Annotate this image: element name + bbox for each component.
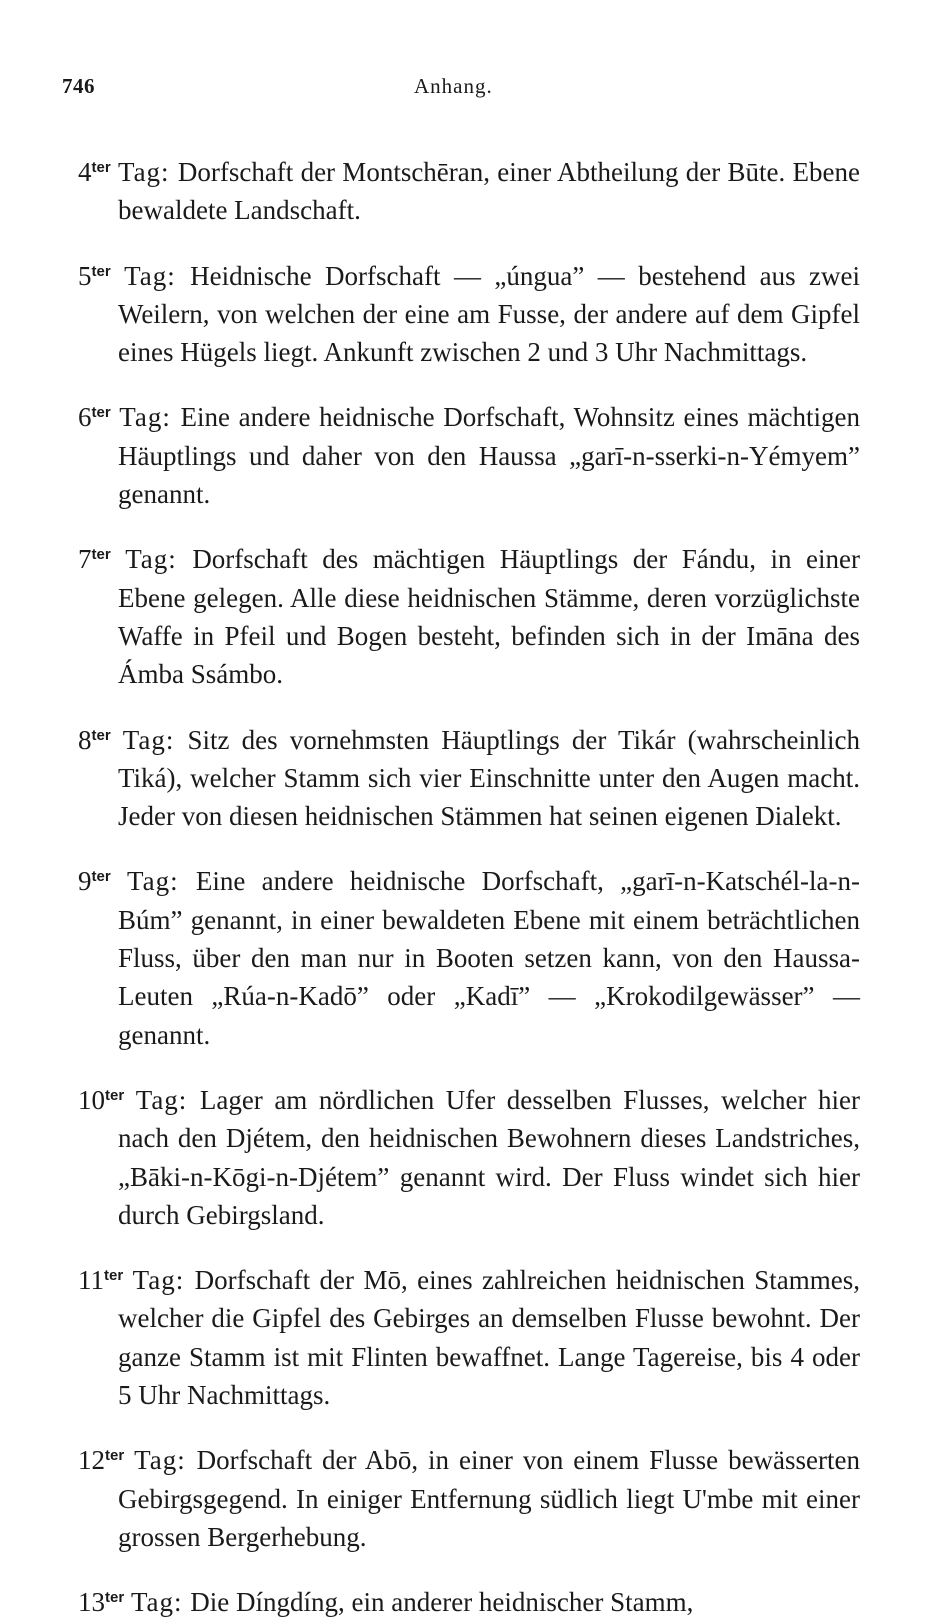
day-label: Tag: (124, 260, 191, 291)
day-label: Tag: (117, 157, 178, 187)
day-label: Tag: (125, 544, 193, 575)
ordinal-suffix: ter (91, 262, 111, 280)
day-number: $7^{ter}$ (78, 544, 111, 575)
day-number: $13^{ter}$ (78, 1587, 125, 1618)
day-label: Tag: (122, 724, 188, 755)
day-entry (78, 153, 861, 230)
day-label: Tag: (130, 1587, 191, 1618)
ordinal-suffix: ter (105, 1447, 125, 1465)
day-label: Tag: (134, 1445, 197, 1476)
running-head: Anhang. (414, 74, 493, 98)
ordinal-suffix: ter (91, 404, 111, 422)
day-description: Eine andere heidnische Dorfschaft, „garī-n-Katschél-la-n-Búm” genannt, in einer bewaldeten Ebene mit einem beträchtlichen Fluss, über den man nur in Booten setzen kann, von den Haussa-Leuten „Rúa-n-Kadō” oder „Kadī” — „Krokodilgewässer” — genannt. (118, 866, 860, 1050)
day-number: $8^{ter}$ (78, 724, 111, 755)
day-description: Dorfschaft der Abō, in einer von einem Flusse bewässerten Gebirgsgegend. In einiger Entfernung südlich liegt U'mbe mit einer grossen Bergerhebung. (118, 1445, 861, 1552)
ordinal-suffix: ter (91, 546, 111, 564)
day-entry (78, 862, 860, 1053)
day-label: Tag: (126, 866, 196, 897)
day-entry (78, 398, 860, 513)
day-description: Dorfschaft der Mō, eines zahlreichen heidnischen Stammes, welcher die Gipfel des Gebirges an demselben Flusse bewohnt. Der ganze Stamm ist mit Flinten bewaffnet. Lange Tagereise, bis 4 oder 5 Uhr Nachmittags. (118, 1265, 861, 1411)
day-label: Tag: (132, 1265, 195, 1296)
day-entry (78, 1583, 860, 1621)
day-number: $10^{ter}$ (78, 1084, 125, 1115)
day-description: Eine andere heidnische Dorfschaft, Wohnsitz eines mächtigen Häuptlings und daher von den Haussa „garī-n-sserki-n-Yémyem” genannt. (118, 402, 860, 510)
day-description: Heidnische Dorfschaft — „úngua” — bestehend aus zwei Weilern, von welchen der eine am Fusse, der andere auf dem Gipfel eines Hügels liegt. Ankunft zwischen 2 und 3 Uhr Nachmittags. (118, 260, 860, 368)
day-description: Dorfschaft des mächtigen Häuptlings der Fándu, in einer Ebene gelegen. Alle diese heidnischen Stämme, deren vorzüglichste Waffe in Pfeil und Bogen besteht, befinden sich in der Imāna des Ámba Ssámbo. (118, 544, 860, 690)
day-number: $5^{ter}$ (78, 260, 111, 291)
ordinal-suffix: ter (91, 726, 111, 744)
day-number: $9^{ter}$ (78, 866, 111, 897)
day-description: Sitz des vornehmsten Häuptlings der Tikár (wahrscheinlich Tiká), welcher Stamm sich vier Einschnitte unter den Augen macht. Jeder von diesen heidnischen Stämmen hat seinen eigenen Dialekt. (118, 724, 861, 832)
day-number: $12^{ter}$ (78, 1445, 125, 1476)
day-entry (78, 257, 860, 372)
day-entry (78, 721, 861, 836)
day-number: $11^{ter}$ (78, 1265, 124, 1296)
page-header (62, 74, 868, 104)
ordinal-suffix: ter (91, 159, 111, 176)
day-entry (78, 1441, 861, 1556)
day-description: Dorfschaft der Montschēran, einer Abtheilung der Būte. Ebene bewaldete Landschaft. (118, 157, 861, 226)
ordinal-suffix: ter (104, 1267, 124, 1285)
ordinal-suffix: ter (91, 868, 111, 886)
day-description: Die Díngdíng, ein anderer heidnischer Stamm, (190, 1587, 694, 1618)
ordinal-suffix: ter (105, 1086, 125, 1104)
itinerary-text (0, 126, 930, 1622)
day-entry (78, 540, 860, 693)
day-label: Tag: (135, 1084, 200, 1115)
day-description: Lager am nördlichen Ufer desselben Flusses, welcher hier nach den Djétem, den heidnischen Bewohnern dieses Landstriches, „Bāki-n-Kōgi-n-Djétem” genannt wird. Der Fluss windet sich hier durch Gebirgsland. (118, 1084, 861, 1230)
day-number: $4^{ter}$ (78, 157, 111, 187)
day-label: Tag: (119, 402, 181, 433)
ordinal-suffix: ter (105, 1589, 125, 1607)
day-entry (78, 1261, 861, 1414)
day-number: $6^{ter}$ (78, 402, 111, 433)
day-entry (78, 1081, 861, 1234)
page-number: 746 (62, 74, 95, 98)
